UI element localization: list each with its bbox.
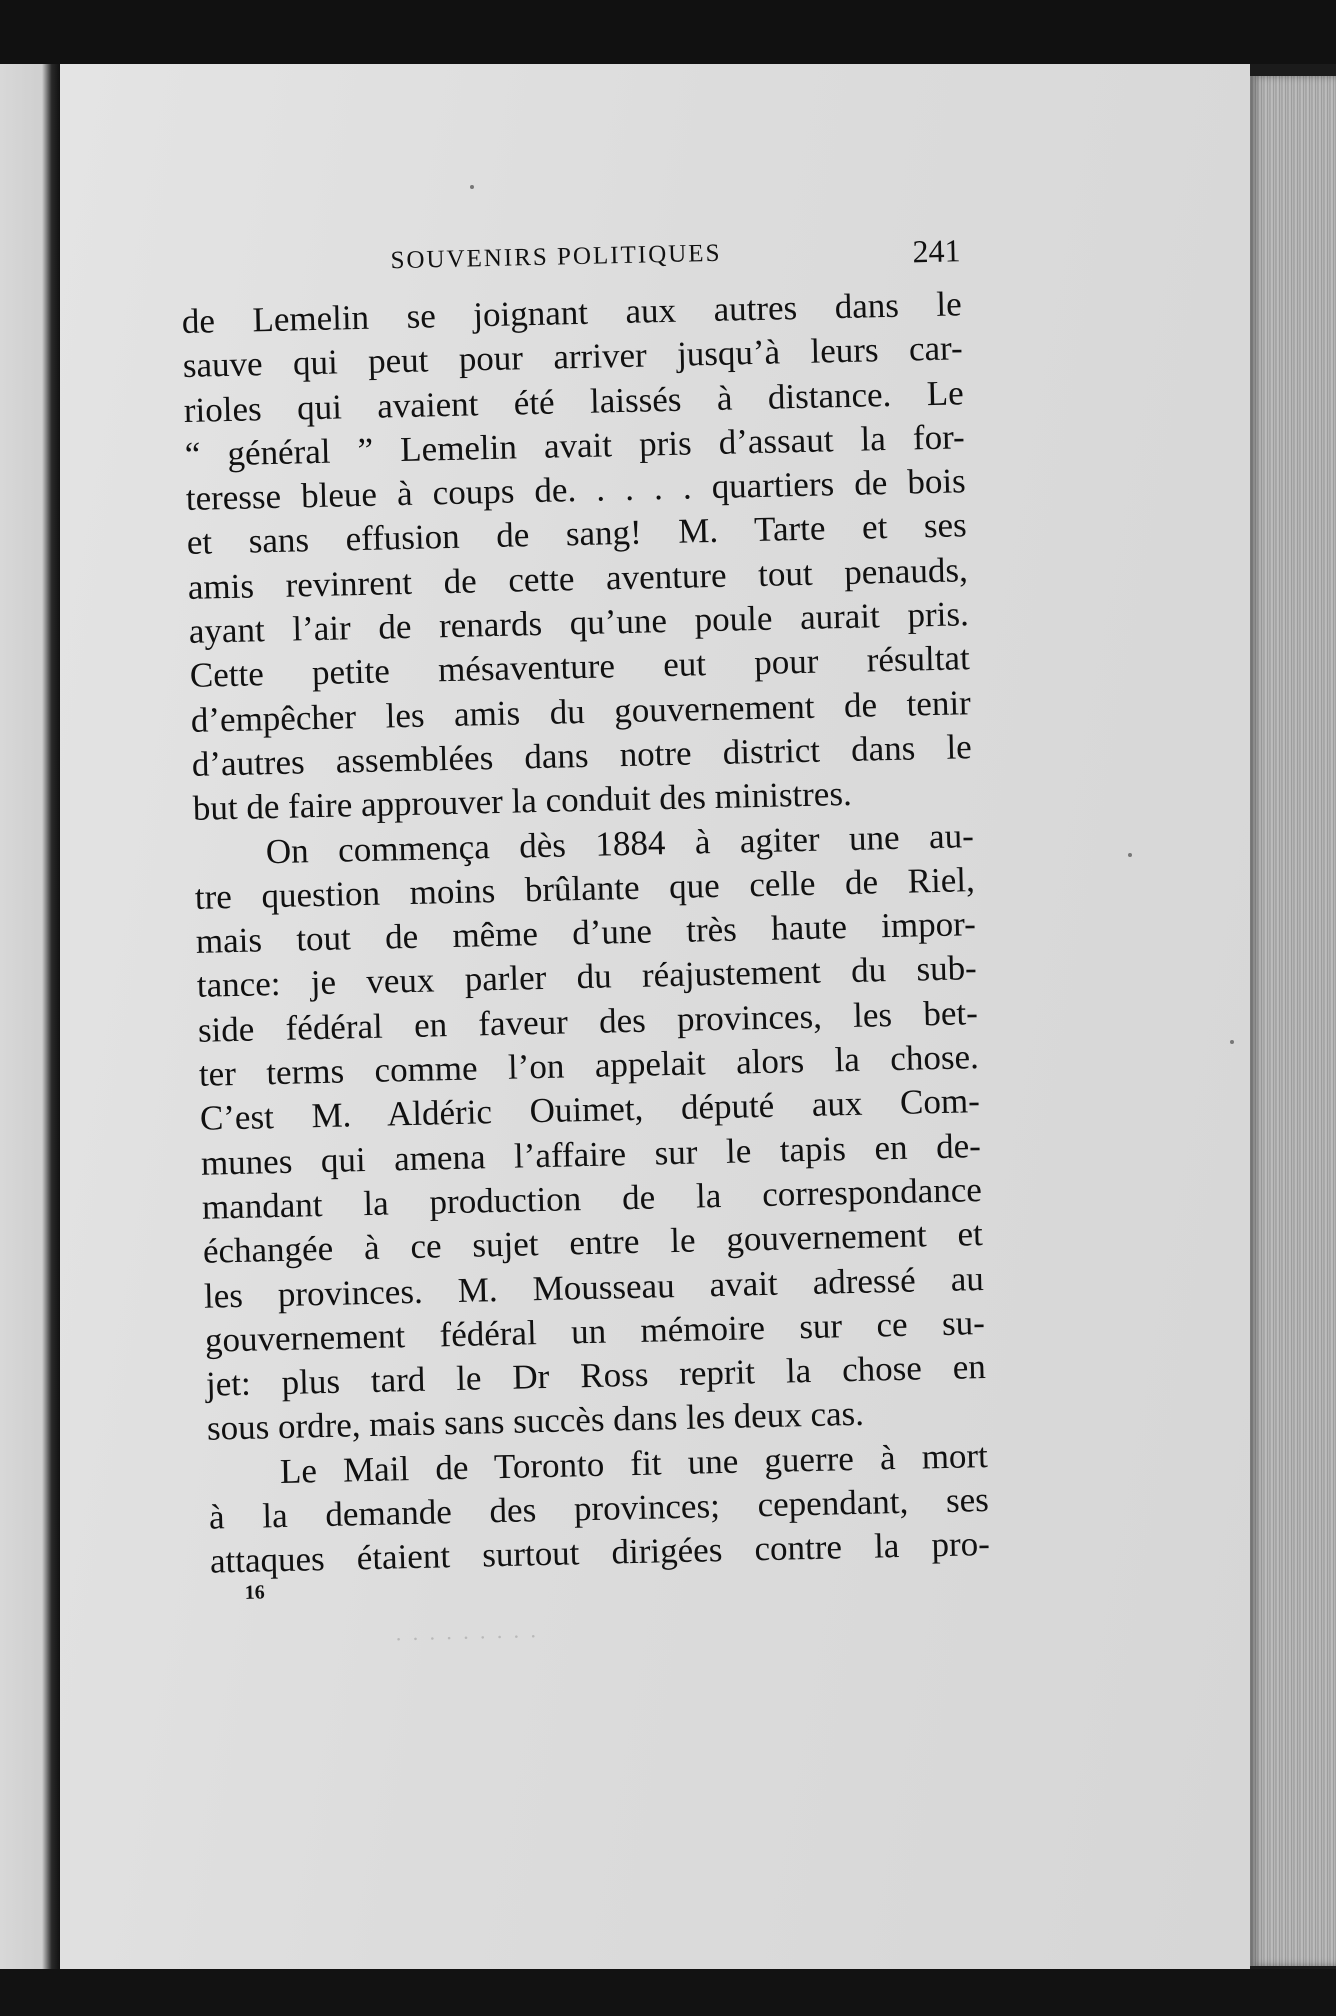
paragraph-2 <box>193 814 987 1452</box>
text-line: sauve qui peut pour arriver jusqu’à leurs car- <box>182 328 964 386</box>
text-line: amis revinrent de cette aventure tout penauds, <box>187 550 969 607</box>
text-line: On commença dès 1884 à agiter une au- <box>265 815 975 871</box>
text-line: side fédéral en faveur des provinces, les bet- <box>197 992 979 1050</box>
text-line: tre question moins brûlante que celle de Riel, <box>194 859 976 917</box>
text-line: d’autres assemblées dans notre district dans le <box>191 727 973 784</box>
paper-speck <box>1230 1040 1234 1044</box>
text-line: rioles qui avaient été laissés à distance. Le <box>183 372 965 430</box>
text-line: Le Mail de Toronto fit une guerre à mort <box>279 1435 989 1491</box>
text-line: munes qui amena l’affaire sur le tapis en de- <box>200 1125 982 1183</box>
running-title: SOUVENIRS POLITIQUES <box>390 239 722 275</box>
page-text-block <box>180 222 991 1605</box>
text-line: mandant la production de la correspondance <box>201 1169 983 1227</box>
book-spine-edge <box>0 64 60 1969</box>
text-line: ayant l’air de renards qu’une poule aurait pris. <box>188 594 970 651</box>
scan-bottom-border <box>0 1969 1336 2016</box>
paragraph-1 <box>181 282 973 831</box>
text-line: de Lemelin se joignant aux autres dans le <box>181 284 963 341</box>
text-line: gouvernement fédéral un mémoire sur ce su- <box>204 1302 986 1360</box>
text-line: attaques étaient surtout dirigées contre la pro- <box>209 1524 991 1581</box>
printer-signature-mark: 16 <box>244 1581 265 1604</box>
text-line: mais tout de même d’une très haute impor- <box>195 904 977 961</box>
text-line: les provinces. M. Mousseau avait adressé au <box>203 1258 985 1316</box>
text-line: sous ordre, mais sans succès dans les deux cas. <box>206 1394 865 1449</box>
text-line: et sans effusion de sang! M. Tarte et ses <box>186 505 968 563</box>
text-line: “ général ” Lemelin avait pris d’assaut la for- <box>184 417 966 474</box>
scan-top-border <box>0 0 1336 64</box>
text-line: Cette petite mésaventure eut pour résultat <box>189 638 971 696</box>
paper-speck <box>1128 853 1132 857</box>
text-line: tance: je veux parler du réajustement du sub- <box>196 948 978 1006</box>
text-line: ter terms comme l’on appelait alors la chose. <box>198 1037 980 1094</box>
text-line: jet: plus tard le Dr Ross reprit la chose en <box>205 1347 987 1404</box>
page-number: 241 <box>912 232 961 270</box>
text-line: but de faire approuver la conduit des ministres. <box>192 774 853 829</box>
text-line: d’empêcher les amis du gouvernement de tenir <box>190 682 972 740</box>
text-line: teresse bleue à coups de. . . . . quartiers de bois <box>185 461 967 519</box>
paper-speck <box>470 185 474 189</box>
text-line: C’est M. Aldéric Ouimet, député aux Com- <box>199 1081 981 1139</box>
paragraph-3 <box>207 1434 990 1585</box>
page-stack-edge <box>1250 76 1336 1966</box>
bleed-through-text: · · · · · · · · · <box>394 1623 540 1652</box>
text-line: à la demande des provinces; cependant, ses <box>208 1479 990 1537</box>
text-line: échangée à ce sujet entre le gouvernement et <box>202 1214 984 1271</box>
